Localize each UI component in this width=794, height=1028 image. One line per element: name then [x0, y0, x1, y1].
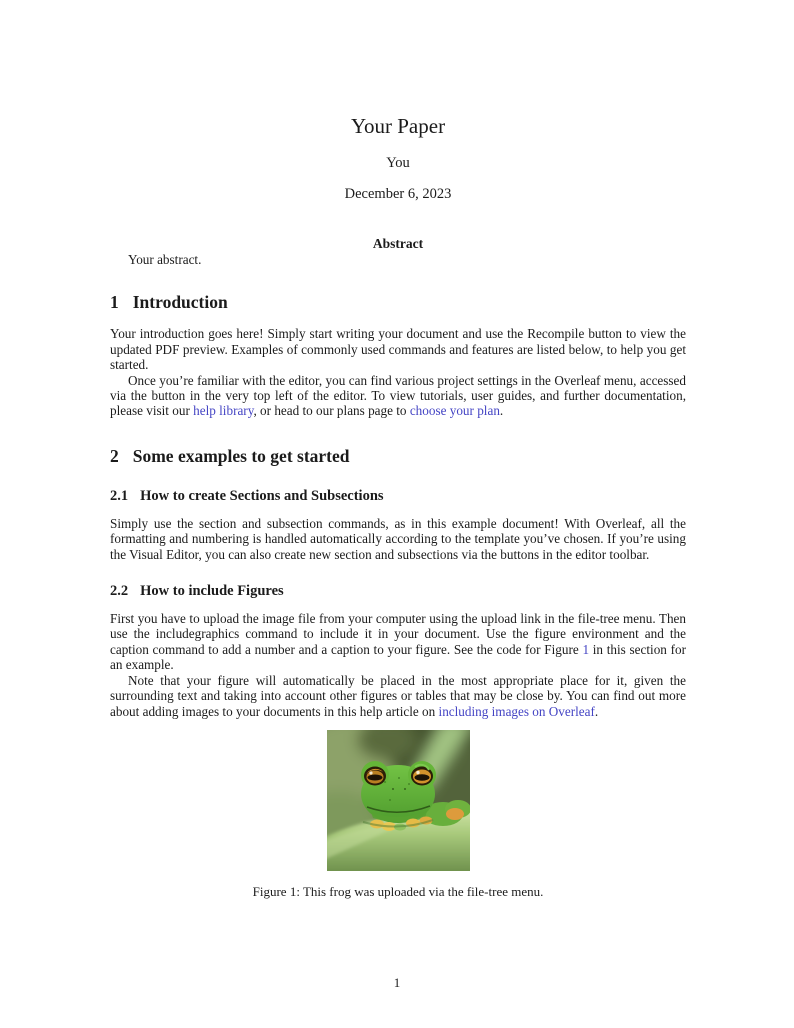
- page-number: 1: [393, 975, 401, 990]
- section-heading-introduction: [110, 292, 686, 313]
- subsection-heading-figures: [110, 582, 686, 600]
- text-segment: .: [499, 403, 504, 419]
- figure-caption: Figure 1: This frog was uploaded via the file-tree menu.: [252, 883, 544, 899]
- paper-author: You: [386, 155, 410, 171]
- section-number: 2: [110, 445, 119, 466]
- section-heading-examples: [110, 446, 686, 467]
- text-segment: Note that your figure will automatically be placed in the most appropriate place for it, given the surrounding text and taking into account other figures or tables that may be close by. You can find out more about adding images to your documents in this help article on: [110, 672, 686, 719]
- subsection-title: How to create Sections and Subsections: [140, 487, 384, 504]
- text-segment: Simply use the section and subsection commands, as in this example document! With Overleaf, all the formatting and numbering is handled automatically according to the template you’ve chosen. If you’re using the Visual Editor, you can also create new section and subsections via the buttons in the editor toolbar.: [110, 515, 686, 562]
- abstract-heading: Abstract: [372, 236, 424, 251]
- section-number: 1: [110, 292, 119, 313]
- text-segment: in this section for an example.: [110, 641, 686, 673]
- section-title: Introduction: [132, 292, 228, 313]
- subsection-number: 2.2: [110, 583, 129, 600]
- frog-photo: [327, 730, 470, 871]
- inline-link[interactable]: including images on Overleaf: [438, 703, 595, 719]
- paragraph: [110, 326, 686, 372]
- paragraph: [110, 516, 686, 562]
- page-content: [110, 0, 686, 900]
- text-segment: , or head to our plans page to: [253, 403, 410, 419]
- text-segment: First you have to upload the image file from your computer using the upload link in the file-tree menu. Then use the includegraphics command to include it in your document. Use the figure environment and the caption command to add a number and a caption to your figure. See the code for Figure: [110, 611, 686, 657]
- subsection-number: 2.1: [110, 487, 129, 504]
- subsection-heading-sections: [110, 487, 686, 505]
- spacer: [110, 419, 686, 446]
- text-segment: .: [594, 703, 599, 719]
- paragraph: [110, 673, 686, 719]
- inline-link[interactable]: choose your plan: [409, 403, 500, 419]
- paper-title: Your Paper: [350, 114, 446, 138]
- text-segment: Once you’re familiar with the editor, you can find various project settings in the Overleaf menu, accessed via the button in the very top left of the editor. To view tutorials, user guides, and further documentation, please visit our: [110, 372, 686, 419]
- inline-link[interactable]: 1: [582, 641, 590, 657]
- text-segment: Your abstract.: [128, 252, 202, 267]
- abstract-text: [110, 252, 686, 267]
- paragraph: [110, 611, 686, 673]
- text-segment: Your introduction goes here! Simply start writing your document and use the Recompile button to view the updated PDF preview. Examples of commonly used commands and features are listed below, to help you get started.: [110, 326, 686, 373]
- figure-1: [110, 730, 686, 900]
- subsection-title: How to include Figures: [140, 583, 284, 600]
- inline-link[interactable]: help library: [193, 403, 254, 419]
- section-title: Some examples to get started: [132, 445, 350, 466]
- paper-date: December 6, 2023: [344, 186, 452, 202]
- paragraph: [110, 373, 686, 419]
